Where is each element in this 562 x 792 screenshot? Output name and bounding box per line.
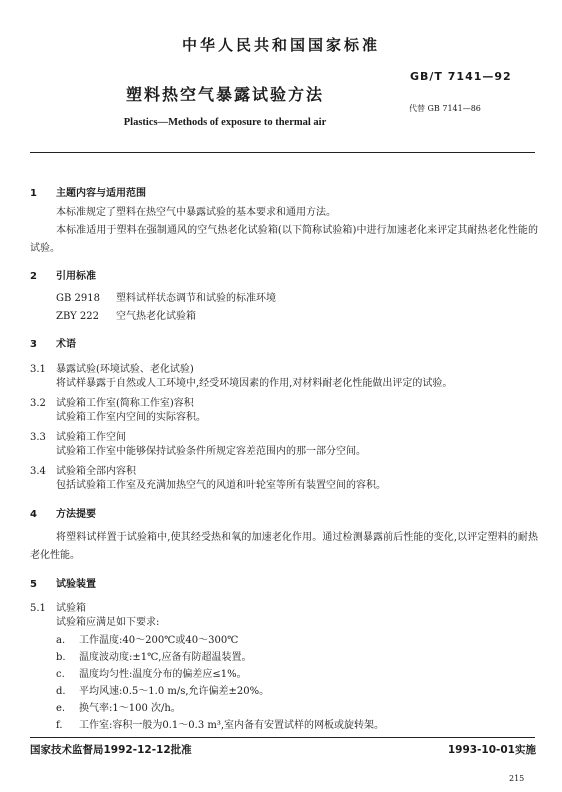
- term-title: 试验箱工作室(简称工作室)容积: [56, 398, 194, 409]
- item-text: 温度波动度:±1℃,应备有防超温装置。: [79, 652, 252, 663]
- section-3-heading: [30, 335, 76, 350]
- page-number: 215: [509, 774, 525, 783]
- requirement-item-f: [56, 719, 384, 733]
- term-number: 3.4: [30, 466, 46, 477]
- section-number: 4: [30, 509, 37, 520]
- item-text: 温度均匀性:温度分布的偏差应≤1%。: [79, 669, 247, 680]
- term-title: 试验箱工作空间: [56, 432, 126, 443]
- section-4-paragraph: 将塑料试样置于试验箱中,使其经受热和氧的加速老化作用。通过检测暴露前后性能的变化,以评定塑料的耐热老化性能。: [30, 532, 538, 561]
- item-text: 工作室:容积一般为0.1～0.3 m³,室内备有安置试样的网板或旋转架。: [79, 720, 385, 731]
- term-3-1-definition: 将试样暴露于自然或人工环境中,经受环境因素的作用,对材料耐老化性能做出评定的试验。: [56, 378, 453, 389]
- term-3-3-heading: [30, 428, 126, 443]
- section-title: 试验装置: [56, 579, 96, 590]
- reference-code: GB 2918: [56, 293, 100, 304]
- section-number: 1: [30, 188, 37, 199]
- term-3-4-definition: 包括试验箱工作室及充满加热空气的风道和叶轮室等所有装置空间的容积。: [56, 480, 386, 491]
- item-label: c.: [56, 669, 65, 680]
- term-title: 试验箱全部内容积: [56, 466, 136, 477]
- requirement-item-c: [56, 668, 247, 682]
- term-number: 3.3: [30, 432, 46, 443]
- requirement-item-a: [56, 634, 238, 648]
- item-text: 平均风速:0.5～1.0 m/s,允许偏差±20%。: [79, 686, 270, 697]
- item-text: 工作温度:40～200℃或40～300℃: [79, 635, 239, 646]
- effective-date: 1993-10-01实施: [447, 744, 536, 756]
- term-3-3-definition: 试验箱工作室中能够保持试验条件所规定容差范围内的那一部分空间。: [56, 446, 366, 457]
- approval-date: 国家技术监督局1992-12-12批准: [30, 744, 192, 756]
- term-number: 3.2: [30, 398, 46, 409]
- section-title: 主题内容与适用范围: [56, 188, 146, 199]
- document-title-en: Plastics—Methods of exposure to thermal air: [123, 117, 327, 128]
- section-title: 方法提要: [56, 509, 96, 520]
- item-text: 换气率:1～100 次/h。: [79, 703, 181, 714]
- section-number: 2: [30, 271, 37, 282]
- section-number: 3: [30, 339, 37, 350]
- term-title: 暴露试验(环境试验、老化试验): [56, 364, 194, 375]
- subsection-number: 5.1: [30, 603, 46, 614]
- section-1-paragraph-2: 本标准适用于塑料在强制通风的空气热老化试验箱(以下简称试验箱)中进行加速老化来评定其耐热老化性能的试验。: [30, 225, 538, 254]
- reference-2: [56, 310, 196, 324]
- replaces-note: 代替 GB 7141—86: [409, 104, 481, 113]
- requirement-item-e: [56, 702, 181, 716]
- header-rule: [30, 152, 535, 153]
- item-label: d.: [56, 686, 66, 697]
- requirement-item-d: [56, 685, 269, 699]
- item-label: b.: [56, 652, 66, 663]
- reference-1: [56, 292, 276, 306]
- section-2-heading: [30, 267, 96, 282]
- item-label: a.: [56, 635, 66, 646]
- document-title-zh: 塑料热空气暴露试验方法: [125, 85, 324, 104]
- section-1-paragraph-1: 本标准规定了塑料在热空气中暴露试验的基本要求和通用方法。: [56, 207, 336, 218]
- subsection-title: 试验箱: [56, 603, 86, 614]
- term-3-1-heading: [30, 360, 194, 375]
- term-3-2-heading: [30, 394, 194, 409]
- section-title: 引用标准: [56, 271, 96, 282]
- requirements-intro: 试验箱应满足如下要求:: [56, 617, 160, 628]
- item-label: f.: [56, 720, 63, 731]
- reference-title: 塑料试样状态调节和试验的标准环境: [116, 293, 276, 304]
- reference-title: 空气热老化试验箱: [116, 311, 196, 322]
- section-number: 5: [30, 579, 37, 590]
- section-title: 术语: [56, 339, 76, 350]
- term-number: 3.1: [30, 364, 46, 375]
- section-1-heading: [30, 184, 146, 199]
- footer-rule: [30, 737, 535, 738]
- standard-header: 中华人民共和国国家标准: [181, 36, 380, 54]
- section-4-heading: [30, 505, 96, 520]
- section-5-heading: [30, 575, 96, 590]
- reference-code: ZBY 222: [56, 311, 99, 322]
- item-label: e.: [56, 703, 66, 714]
- term-3-4-heading: [30, 462, 136, 477]
- requirement-item-b: [56, 651, 251, 665]
- document-code: GB/T 7141—92: [410, 70, 512, 83]
- term-3-2-definition: 试验箱工作室内空间的实际容积。: [56, 412, 206, 423]
- subsection-5-1-heading: [30, 599, 86, 614]
